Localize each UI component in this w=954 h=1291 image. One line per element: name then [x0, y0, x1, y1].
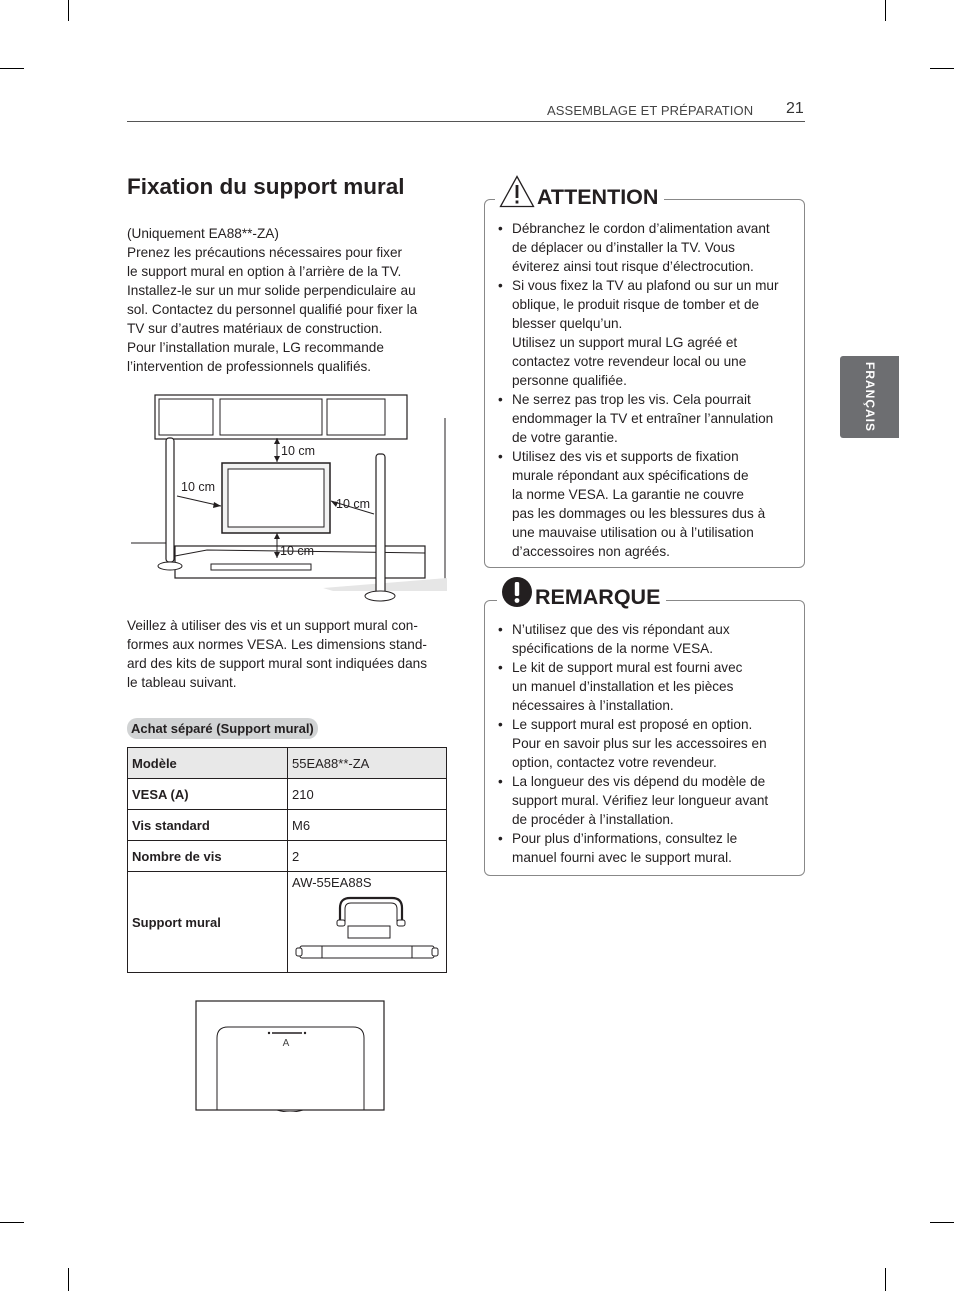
table-caption-tag: Achat séparé (Support mural) [127, 718, 318, 739]
vesa-line: ard des kits de support mural sont indiquées dans [127, 656, 427, 671]
clearance-right-label: 10 cm [336, 497, 371, 511]
clearance-bottom-label: 10 cm [280, 544, 315, 558]
spec-label: Vis standard [128, 810, 288, 841]
crop-mark [68, 0, 69, 21]
list-item-line: personne qualifiée. [512, 373, 627, 388]
list-item-line: pas les dommages ou les blessures dus à [512, 506, 766, 521]
intro-line: (Uniquement EA88**-ZA) [127, 226, 279, 241]
clearance-top-label: 10 cm [281, 444, 316, 458]
vesa-line: Veillez à utiliser des vis et un support mural con- [127, 618, 418, 633]
page-title: Fixation du support mural [127, 174, 405, 199]
list-item-line: éviterez ainsi tout risque d’électrocution. [512, 259, 754, 274]
spec-label: VESA (A) [128, 779, 288, 810]
table-row [128, 748, 447, 779]
list-item-line: d’accessoires non agréés. [512, 544, 670, 559]
spec-value: AW-55EA88S [292, 875, 372, 890]
list-item-line: de déplacer ou d’installer la TV. Vous [512, 240, 735, 255]
list-item [498, 390, 798, 447]
wall-bracket-icon [292, 894, 442, 966]
list-item-line: • Ne serrez pas trop les vis. Cela pourrait [512, 392, 751, 407]
spec-value: 2 [288, 841, 447, 872]
list-item-line: spécifications de la norme VESA. [512, 641, 713, 656]
crop-mark [930, 1222, 954, 1223]
remarque-header [497, 576, 666, 608]
list-item-line: Pour en savoir plus sur les accessoires en [512, 736, 767, 751]
list-item-line: un manuel d’installation et les pièces [512, 679, 734, 694]
list-item-line: murale répondant aux spécifications de [512, 468, 749, 483]
list-item [498, 772, 798, 829]
crop-mark [68, 1268, 69, 1291]
spec-value: 55EA88**-ZA [288, 748, 447, 779]
list-item-line: option, contactez votre revendeur. [512, 755, 717, 770]
list-item [498, 219, 798, 276]
crop-mark [0, 68, 24, 69]
remarque-box [484, 585, 805, 876]
list-item-line: • Utilisez des vis et supports de fixation [512, 449, 739, 464]
list-item-line: blesser quelqu’un. [512, 316, 623, 331]
list-item-line: • La longueur des vis dépend du modèle de [512, 774, 766, 789]
list-item-line: une mauvaise utilisation ou à l’utilisation [512, 525, 754, 540]
spec-label: Modèle [128, 748, 288, 779]
list-item-line: de votre garantie. [512, 430, 618, 445]
list-item-line: • N’utilisez que des vis répondant aux [512, 622, 730, 637]
vesa-paragraph [127, 616, 457, 692]
remarque-title: REMARQUE [535, 585, 661, 609]
header-section-title: ASSEMBLAGE ET PRÉPARATION [547, 103, 754, 118]
list-item-line: Utilisez un support mural LG agréé et [512, 335, 738, 350]
table-row [128, 779, 447, 810]
info-exclamation-icon [501, 576, 533, 608]
intro-line: Pour l’installation murale, LG recommande [127, 340, 384, 355]
wall-mount-clearance-illustration [127, 388, 447, 608]
crop-mark [0, 1222, 24, 1223]
intro-line: l’intervention de professionnels qualifiés. [127, 359, 372, 374]
crop-mark [885, 0, 886, 21]
attention-title: ATTENTION [537, 185, 659, 209]
tv-back-vesa-illustration [195, 1000, 385, 1112]
spec-value: 210 [288, 779, 447, 810]
attention-list [498, 219, 798, 561]
intro-line: TV sur d’autres matériaux de construction. [127, 321, 383, 336]
spec-label: Nombre de vis [128, 841, 288, 872]
list-item-line: support mural. Vérifiez leur longueur avant [512, 793, 769, 808]
crop-mark [930, 68, 954, 69]
language-tab-label: FRANÇAIS [863, 362, 877, 432]
attention-header [495, 175, 664, 208]
vesa-dimension-label: A [282, 1038, 290, 1049]
clearance-left-label: 10 cm [181, 480, 216, 494]
language-tab [840, 356, 899, 438]
vesa-line: formes aux normes VESA. Les dimensions stand- [127, 637, 427, 652]
intro-line: Prenez les précautions nécessaires pour fixer [127, 245, 403, 260]
list-item-line: • Si vous fixez la TV au plafond ou sur un mur [512, 278, 779, 293]
list-item-line: • Pour plus d’informations, consultez le [512, 831, 738, 846]
list-item-line: • Le support mural est proposé en option. [512, 717, 753, 732]
list-item-line: endommager la TV et entraîner l’annulation [512, 411, 774, 426]
list-item [498, 276, 798, 390]
list-item [498, 715, 798, 772]
spec-value: M6 [288, 810, 447, 841]
spec-value-cell [288, 872, 447, 973]
vesa-line: le tableau suivant. [127, 675, 237, 690]
list-item-line: oblique, le produit risque de tomber et de [512, 297, 760, 312]
wall-mount-spec-table [127, 747, 447, 973]
warning-triangle-icon [499, 175, 535, 208]
list-item-line: nécessaires à l’installation. [512, 698, 674, 713]
table-row [128, 872, 447, 973]
spec-label: Support mural [128, 872, 288, 973]
list-item [498, 829, 798, 867]
intro-paragraph [127, 224, 457, 376]
intro-line: le support mural en option à l’arrière de la TV. [127, 264, 402, 279]
intro-line: sol. Contactez du personnel qualifié pour fixer la [127, 302, 418, 317]
intro-line: Installez-le sur un mur solide perpendiculaire au [127, 283, 416, 298]
header-divider [127, 121, 805, 122]
list-item-line: la norme VESA. La garantie ne couvre [512, 487, 744, 502]
list-item-line: contactez votre revendeur local ou une [512, 354, 747, 369]
list-item-line: • Le kit de support mural est fourni avec [512, 660, 743, 675]
list-item [498, 658, 798, 715]
list-item-line: de procéder à l’installation. [512, 812, 674, 827]
attention-box [484, 185, 805, 568]
list-item [498, 447, 798, 561]
crop-mark [885, 1268, 886, 1291]
page-number: 21 [786, 100, 804, 117]
table-row [128, 841, 447, 872]
list-item-line: • Débranchez le cordon d’alimentation avant [512, 221, 770, 236]
remarque-list [498, 620, 798, 867]
list-item [498, 620, 798, 658]
table-row [128, 810, 447, 841]
list-item-line: manuel fourni avec le support mural. [512, 850, 732, 865]
